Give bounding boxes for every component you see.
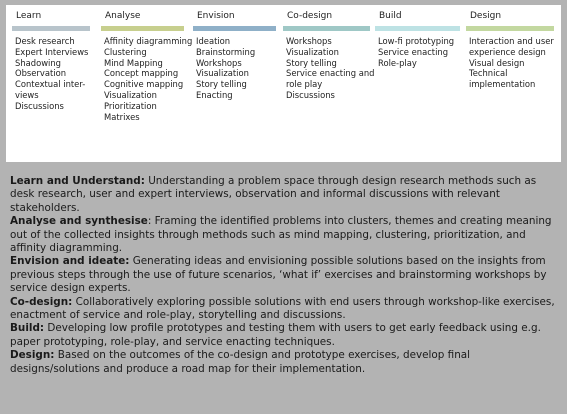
description-text: : Framing the identified problems into clusters, themes and creating meaning out of the collected insights through methods such as mind mapping, clustering, prioritization, and affinity diagramming.: [10, 215, 552, 255]
phase-color-bar: [466, 26, 554, 31]
methods-panel: [6, 5, 561, 162]
phase-method-list: [466, 36, 554, 90]
method-item: Story telling: [196, 79, 247, 90]
phase-color-bar: [193, 26, 276, 31]
phase-title: Envision: [197, 11, 235, 21]
method-item: Desk research: [15, 36, 75, 46]
method-item: Visualization: [286, 46, 339, 57]
method-item: role play: [286, 79, 323, 90]
phase-design: [466, 11, 554, 90]
method-item: Matrixes: [104, 111, 140, 122]
description-analyse: [10, 215, 562, 255]
method-item: implementation: [469, 79, 536, 90]
phase-method-list: [193, 36, 276, 101]
phase-title: Analyse: [105, 11, 141, 21]
method-item: Ideation: [196, 36, 231, 46]
description-text: Understanding a problem space through design research methods such as desk research, user and expert interviews, observation and informal discussions with relevant stakeholders.: [10, 175, 537, 214]
method-item: Service enacting and: [286, 68, 375, 79]
method-item: Expert Interviews: [15, 46, 89, 57]
phase-title: Design: [470, 11, 502, 21]
description-text: Developing low profile prototypes and testing them with users to get early feedback using e.g. paper prototyping, role-play, and service enacting techniques.: [10, 322, 541, 348]
description-term: Design:: [10, 349, 55, 362]
method-item: Discussions: [286, 89, 335, 100]
phase-learn: [12, 11, 90, 112]
method-item: Workshops: [196, 57, 242, 68]
description-term: Co-design:: [10, 295, 73, 308]
method-item: experience design: [469, 46, 546, 57]
method-item: Prioritization: [104, 100, 157, 111]
method-item: Low-fi prototyping: [378, 36, 455, 46]
phase-title: Learn: [16, 11, 42, 21]
phase-method-list: [101, 36, 193, 122]
method-item: Technical: [469, 68, 508, 79]
phase-color-bar: [101, 26, 184, 31]
method-item: Enacting: [196, 89, 233, 100]
phase-build: [375, 11, 460, 68]
method-item: Story telling: [286, 57, 337, 68]
method-item: Workshops: [286, 36, 332, 46]
description-codesign: [10, 296, 562, 323]
method-item: Visualization: [104, 89, 157, 100]
description-term: Analyse and synthesise: [10, 215, 148, 228]
method-item: Visual design: [469, 57, 525, 68]
phase-method-list: [375, 36, 460, 68]
phase-descriptions: [10, 175, 562, 376]
phase-method-list: [283, 36, 375, 101]
method-item: Affinity diagramming: [104, 36, 193, 46]
method-item: Brainstorming: [196, 46, 256, 57]
phase-title: Build: [379, 11, 402, 21]
method-item: Concept mapping: [104, 68, 179, 79]
description-text: Based on the outcomes of the co-design and prototype exercises, develop final designs/solutions and produce a road map for their implementation.: [10, 349, 471, 375]
method-item: Mind Mapping: [104, 57, 163, 68]
description-build: [10, 322, 562, 349]
description-text: Generating ideas and envisioning possible solutions based on the insights from previous steps through the use of future scenarios, ‘what if’ exercises and brainstorming workshops by service design experts.: [10, 255, 547, 295]
method-item: Visualization: [196, 68, 249, 79]
description-learn: [10, 175, 562, 215]
phase-title: Co-design: [287, 11, 333, 21]
phase-analyse: [101, 11, 193, 122]
description-term: Learn and Understand:: [10, 175, 145, 187]
phase-color-bar: [375, 26, 460, 31]
description-envision: [10, 255, 562, 295]
phase-codesign: [283, 11, 375, 101]
phase-method-list: [12, 36, 90, 112]
description-term: Build:: [10, 322, 45, 335]
description-term: Envision and ideate:: [10, 255, 130, 268]
phase-envision: [193, 11, 276, 101]
method-item: Cognitive mapping: [104, 79, 184, 90]
method-item: Role-play: [378, 57, 417, 68]
phase-color-bar: [12, 26, 90, 31]
method-item: Contextual inter-: [15, 79, 86, 90]
method-item: Clustering: [104, 46, 147, 57]
method-item: Shadowing: [15, 57, 61, 68]
phase-color-bar: [283, 26, 370, 31]
method-item: Observation: [15, 68, 66, 79]
method-item: Interaction and user: [469, 36, 554, 46]
method-item: Service enacting: [378, 46, 449, 57]
description-design: [10, 349, 562, 376]
description-text: Collaboratively exploring possible solutions with end users through workshop-like exercises, enactment of service and role-play, storytelling and discussions.: [10, 295, 555, 322]
method-item: views: [15, 89, 39, 100]
method-item: Discussions: [15, 100, 64, 111]
